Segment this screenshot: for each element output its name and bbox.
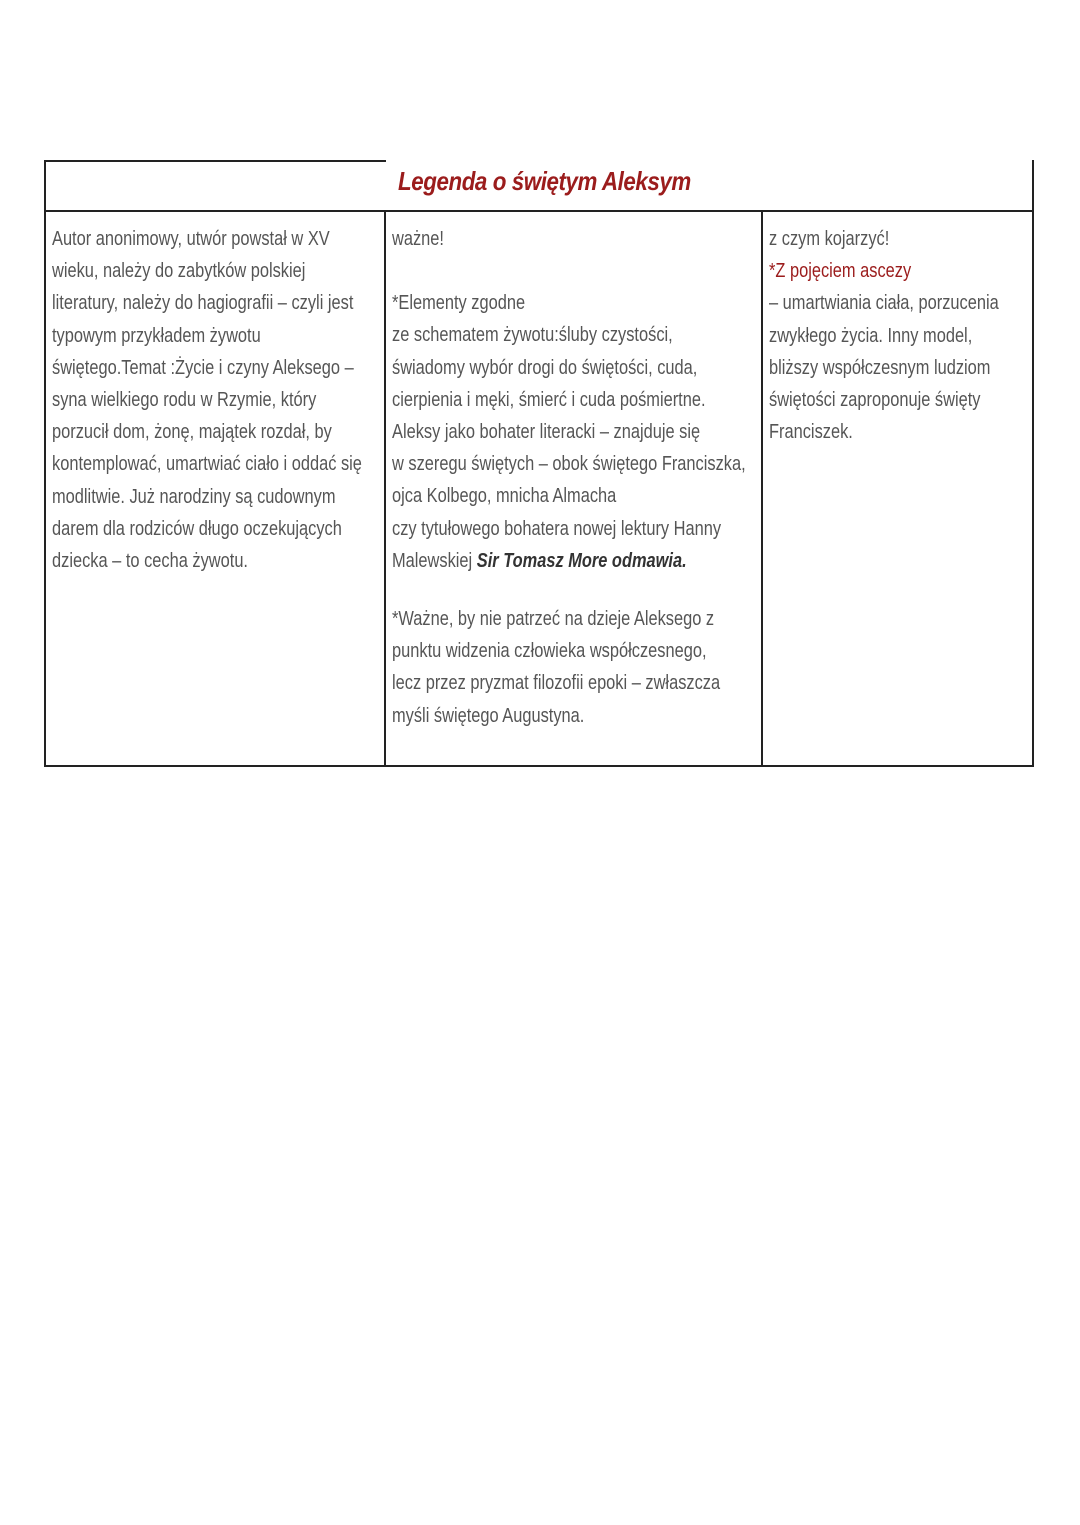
associations-line: Franciszek. — [769, 421, 853, 444]
important-line: świadomy wybór drogi do świętości, cuda, — [392, 356, 698, 379]
intro-line: kontemplować, umartwiać ciało i oddać się — [52, 453, 362, 476]
intro-line: typowym przykładem żywotu — [52, 324, 261, 347]
associations-line: świętości zaproponuje święty — [769, 389, 981, 412]
important-heading: ważne! — [392, 228, 444, 250]
notes-table — [44, 160, 1034, 767]
intro-line: syna wielkiego rodu w Rzymie, który — [52, 389, 317, 412]
note-line: myśli świętego Augustyna. — [392, 704, 585, 727]
associations-line: bliższy współczesnym ludziom — [769, 356, 991, 379]
page-title: Legenda o świętym Aleksym — [398, 166, 691, 196]
intro-line: darem dla rodziców długo oczekujących — [52, 517, 342, 540]
associations-heading: z czym kojarzyć! — [769, 228, 890, 250]
intro-line: literatury, należy do hagiografii – czyli jest — [52, 292, 354, 315]
important-line: czy tytułowego bohatera nowej lektury Hanny — [392, 517, 722, 540]
intro-line: Autor anonimowy, utwór powstał w XV — [52, 228, 330, 250]
intro-line: porzucił dom, żonę, majątek rozdał, by — [52, 421, 332, 444]
intro-line: dziecka – to cecha żywotu. — [52, 550, 248, 573]
important-line: ze schematem żywotu:śluby czystości, — [392, 324, 673, 347]
associations-line: – umartwiania ciała, porzucenia — [769, 292, 999, 315]
important-line: cierpienia i męki, śmierć i cuda pośmiertne. — [392, 388, 706, 411]
note-line: *Ważne, by nie patrzeć na dzieje Aleksego z — [392, 608, 715, 631]
important-line: ojca Kolbego, mnicha Almacha — [392, 485, 617, 508]
title-row — [46, 160, 1032, 212]
intro-line: modlitwie. Już narodziny są cudownym — [52, 485, 336, 508]
book-title: Sir Tomasz More odmawia. — [476, 549, 687, 572]
important-line: *Elementy zgodne — [392, 292, 526, 315]
important-line: Aleksy jako bohater literacki – znajduje się — [392, 421, 701, 444]
author-text: Malewskiej — [392, 549, 477, 572]
column-intro — [46, 212, 386, 765]
asceticism-line: *Z pojęciem ascezy — [769, 260, 912, 283]
associations-line: zwykłego życia. Inny model, — [769, 324, 973, 347]
important-line-last — [392, 545, 690, 577]
spacer — [392, 577, 755, 603]
note-line: lecz przez pryzmat filozofii epoki – zwłaszcza — [392, 672, 721, 695]
intro-line: świętego.Temat :Życie i czyny Aleksego – — [52, 356, 354, 379]
column-important — [386, 212, 763, 765]
spacer — [392, 255, 755, 287]
important-line: w szeregu świętych – obok świętego Franciszka, — [392, 453, 746, 476]
note-line: punktu widzenia człowieka współczesnego, — [392, 640, 707, 663]
intro-line: wieku, należy do zabytków polskiej — [52, 260, 306, 283]
column-associations — [763, 212, 1032, 765]
